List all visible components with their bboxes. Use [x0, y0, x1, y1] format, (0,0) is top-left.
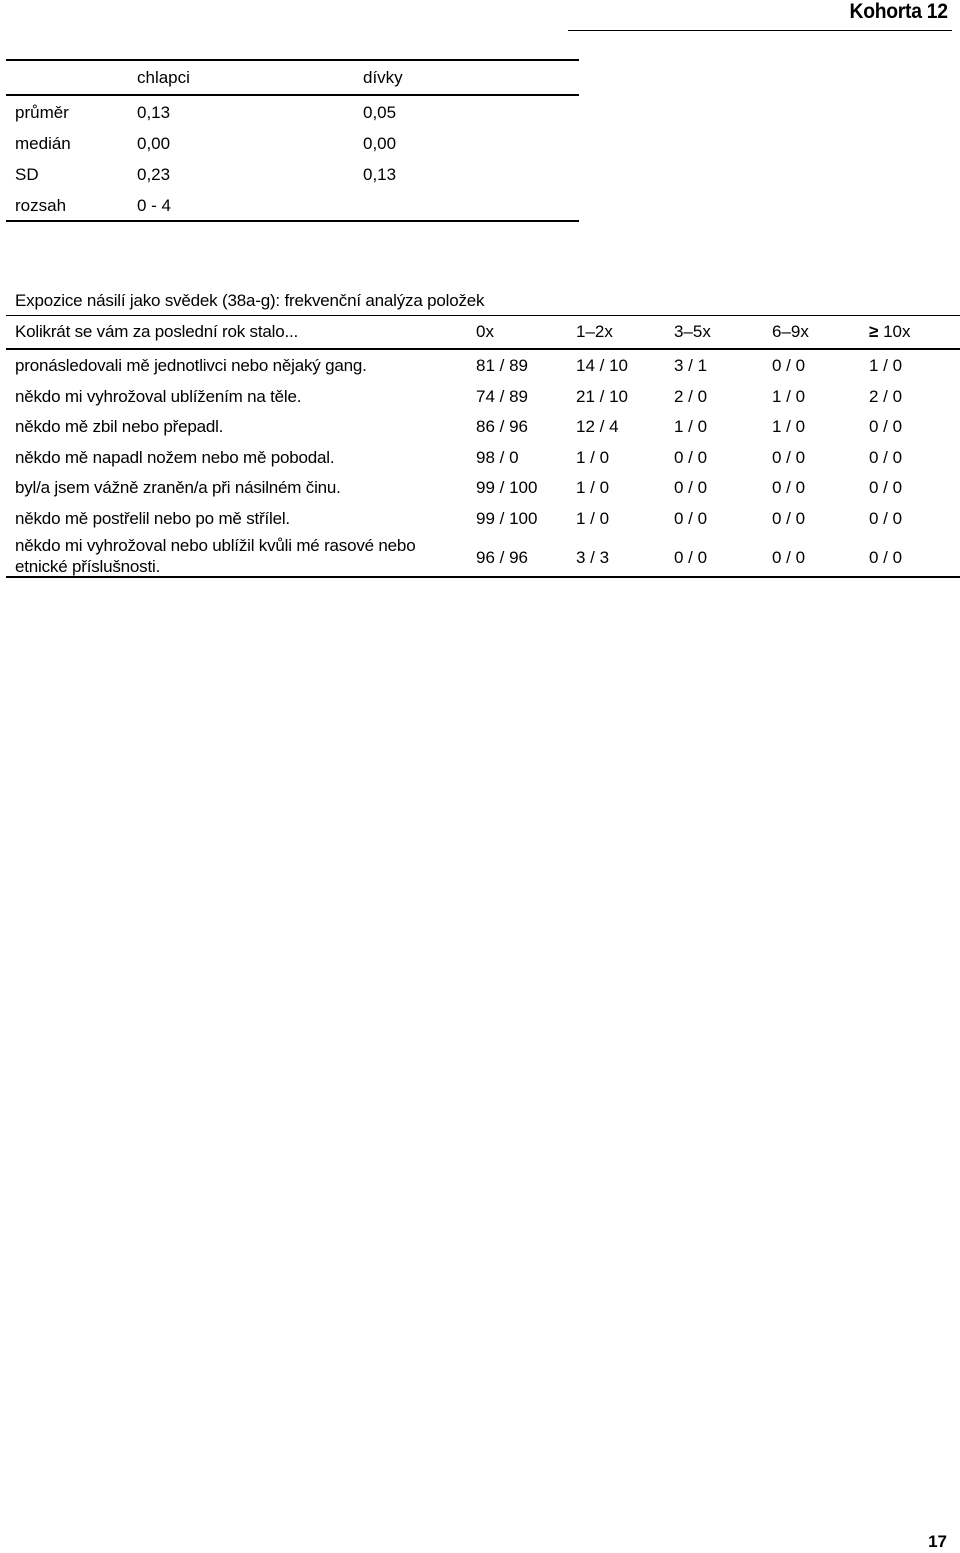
- freq-value: 99 / 100: [476, 508, 538, 528]
- stats-col-girls: dívky: [363, 68, 403, 87]
- freq-value: 0 / 0: [772, 356, 806, 375]
- freq-row: [6, 411, 960, 442]
- freq-row: [6, 533, 960, 576]
- freq-value: 2 / 0: [674, 386, 708, 406]
- freq-value: 12 / 4: [576, 417, 619, 436]
- freq-value: 0 / 0: [869, 447, 903, 467]
- freq-value: 0 / 0: [772, 478, 806, 497]
- freq-value: 1 / 0: [772, 386, 806, 406]
- freq-value: 98 / 0: [476, 447, 519, 467]
- stats-boys-value: 0,13: [137, 103, 171, 122]
- freq-col-3: 6–9x: [772, 322, 809, 341]
- freq-value: 86 / 96: [476, 417, 528, 436]
- freq-value: 0 / 0: [869, 548, 903, 567]
- freq-value: 1 / 0: [576, 508, 610, 528]
- freq-col-4: [869, 322, 911, 342]
- stats-label: medián: [15, 134, 71, 153]
- freq-value: 1 / 0: [772, 417, 806, 436]
- stats-col-boys: chlapci: [137, 68, 190, 87]
- freq-value: 1 / 0: [869, 356, 903, 375]
- stats-girls-value: 0,13: [363, 165, 397, 184]
- freq-row: [6, 472, 960, 503]
- stats-girls-value: 0,05: [363, 103, 397, 122]
- stats-boys-value: 0,00: [137, 134, 171, 153]
- stats-label: SD: [15, 165, 39, 184]
- stats-row-range: [6, 189, 579, 220]
- stats-row-mean: [6, 96, 579, 127]
- freq-row: [6, 442, 960, 473]
- freq-value: 21 / 10: [576, 386, 628, 406]
- freq-value: 2 / 0: [869, 386, 903, 406]
- freq-value: 0 / 0: [674, 447, 708, 467]
- freq-value: 3 / 1: [674, 356, 708, 375]
- freq-row: [6, 350, 960, 381]
- freq-value: 1 / 0: [576, 478, 610, 497]
- freq-value: 14 / 10: [576, 356, 628, 375]
- freq-value: 1 / 0: [576, 447, 610, 467]
- freq-value: 99 / 100: [476, 478, 538, 497]
- freq-value: 1 / 0: [674, 417, 708, 436]
- freq-value: 0 / 0: [772, 508, 806, 528]
- stats-label: rozsah: [15, 196, 67, 215]
- freq-row: [6, 381, 960, 412]
- freq-rows: [6, 350, 960, 576]
- freq-header-question: Kolikrát se vám za poslední rok stalo...: [15, 322, 299, 341]
- freq-value: 0 / 0: [869, 478, 903, 497]
- stats-row-median: [6, 127, 579, 158]
- freq-col-4-label: 10x: [883, 322, 911, 341]
- freq-value: 3 / 3: [576, 548, 610, 567]
- freq-question: někdo mě zbil nebo přepadl.: [15, 417, 224, 436]
- freq-table: [6, 315, 960, 578]
- geq-symbol: ≥: [869, 322, 879, 341]
- freq-value: 0 / 0: [674, 508, 708, 528]
- freq-row: [6, 503, 960, 534]
- stats-girls-value: 0,00: [363, 134, 397, 153]
- header-title: Kohorta 12: [849, 0, 948, 23]
- freq-value: 81 / 89: [476, 356, 528, 375]
- freq-value: 74 / 89: [476, 386, 528, 406]
- page-number: 17: [928, 1532, 947, 1551]
- stats-boys-value: 0,23: [137, 165, 171, 184]
- stats-header-row: [6, 61, 579, 96]
- freq-header-row: [6, 316, 960, 350]
- freq-col-2: 3–5x: [674, 322, 711, 341]
- freq-value: 0 / 0: [772, 548, 806, 567]
- freq-value: 0 / 0: [674, 548, 708, 567]
- freq-question: někdo mi vyhrožoval nebo ublížil kvůli mé rasové nebo etnické příslušnosti.: [15, 536, 416, 576]
- freq-question: pronásledovali mě jednotlivci nebo nějaký gang.: [15, 356, 367, 375]
- freq-value: 0 / 0: [772, 447, 806, 467]
- freq-question: někdo mě napadl nožem nebo mě pobodal.: [15, 447, 335, 467]
- freq-value: 0 / 0: [674, 478, 708, 497]
- freq-value: 96 / 96: [476, 548, 528, 567]
- freq-value: 0 / 0: [869, 508, 903, 528]
- freq-value: 0 / 0: [869, 417, 903, 436]
- header-rule: [568, 30, 952, 31]
- stats-boys-value: 0 - 4: [137, 196, 172, 215]
- freq-question: byl/a jsem vážně zraněn/a při násilném činu.: [15, 478, 341, 497]
- stats-row-sd: [6, 158, 579, 189]
- freq-question: někdo mi vyhrožoval ublížením na těle.: [15, 386, 302, 406]
- freq-title: Expozice násilí jako svědek (38a-g): frekvenční analýza položek: [15, 291, 485, 310]
- stats-table: [6, 59, 579, 222]
- freq-col-0: 0x: [476, 322, 494, 341]
- freq-col-1: 1–2x: [576, 322, 613, 341]
- stats-label: průměr: [15, 103, 69, 122]
- freq-question: někdo mě postřelil nebo po mě střílel.: [15, 508, 290, 528]
